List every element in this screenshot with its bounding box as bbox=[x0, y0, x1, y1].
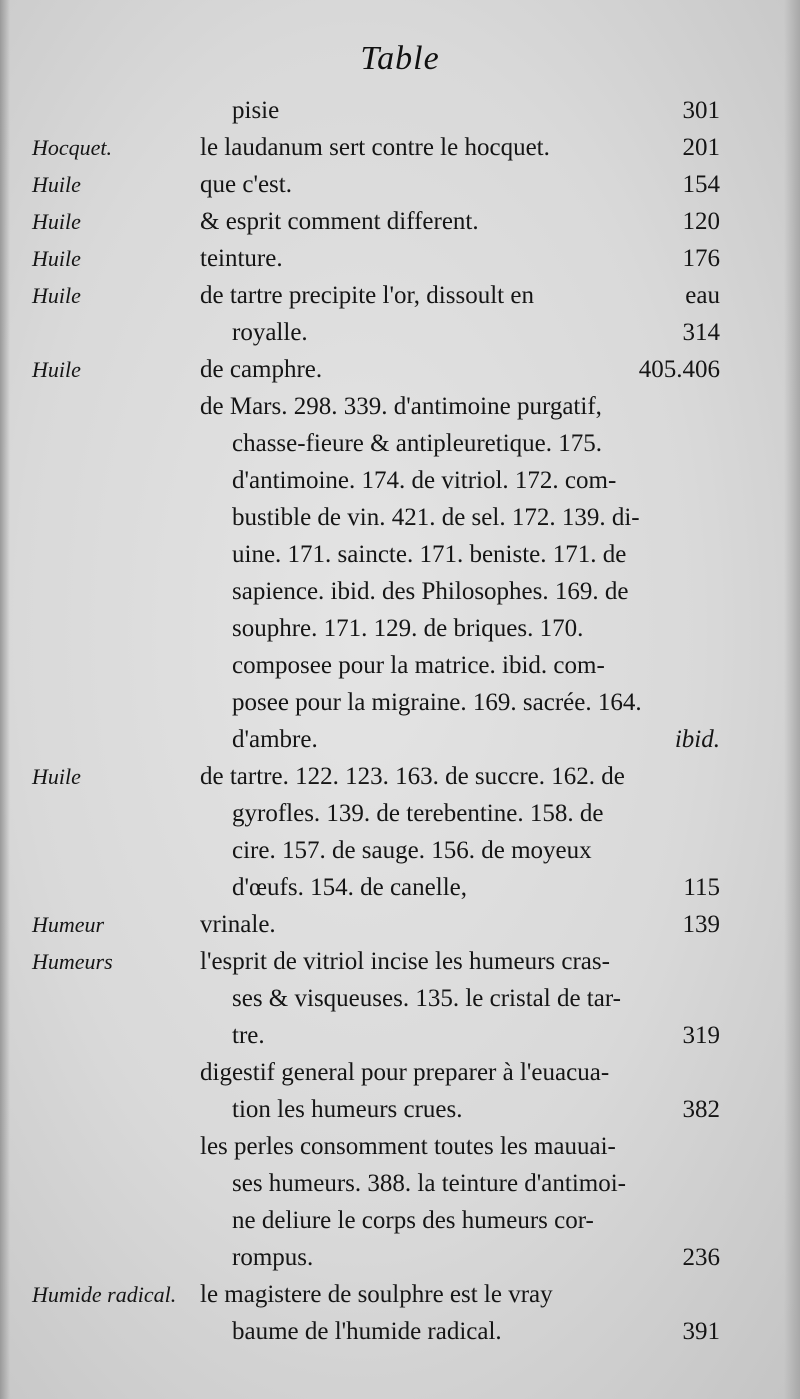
index-entry bbox=[0, 129, 800, 166]
entry-keyword: Huile bbox=[32, 764, 81, 789]
entry-line bbox=[200, 203, 720, 240]
entry-keyword: Humide radical. bbox=[32, 1282, 177, 1307]
page-reference: 154 bbox=[682, 171, 720, 198]
entry-text: uine. 171. saincte. 171. beniste. 171. de bbox=[232, 541, 627, 568]
index-entry bbox=[0, 388, 800, 758]
entry-line bbox=[200, 758, 720, 795]
entry-body bbox=[200, 906, 720, 943]
entry-text: les perles consomment toutes les mauuai- bbox=[200, 1133, 616, 1160]
index-entry bbox=[0, 203, 800, 240]
page-reference: 236 bbox=[682, 1244, 720, 1271]
entry-keyword: Hocquet. bbox=[32, 135, 113, 160]
entry-text: d'œufs. 154. de canelle, bbox=[232, 874, 467, 901]
entry-text: pisie bbox=[232, 97, 280, 124]
entry-line bbox=[200, 1165, 720, 1202]
index-entry bbox=[0, 758, 800, 906]
page-reference: eau bbox=[685, 282, 720, 309]
page-reference: 391 bbox=[682, 1318, 720, 1345]
entry-body bbox=[200, 240, 720, 277]
entry-body bbox=[200, 129, 720, 166]
entry-text: ses & visqueuses. 135. le cristal de tar- bbox=[232, 985, 621, 1012]
entry-line bbox=[200, 795, 720, 832]
entry-line bbox=[200, 573, 720, 610]
entry-text: teinture. bbox=[200, 245, 283, 272]
entry-body bbox=[200, 351, 720, 388]
page-reference: 405.406 bbox=[638, 356, 720, 383]
entry-text: ne deliure le corps des humeurs cor- bbox=[232, 1207, 594, 1234]
entry-line bbox=[200, 1313, 720, 1350]
entry-keyword: Huile bbox=[32, 246, 81, 271]
entry-text: que c'est. bbox=[200, 171, 292, 198]
entry-text: posee pour la migraine. 169. sacrée. 164. bbox=[232, 689, 642, 716]
entry-text: tre. bbox=[232, 1022, 265, 1049]
entry-text: de camphre. bbox=[200, 356, 323, 383]
index-entry bbox=[0, 166, 800, 203]
entry-line bbox=[200, 869, 720, 906]
entry-text: chasse-fieure & antipleuretique. 175. bbox=[232, 430, 602, 457]
entry-body bbox=[200, 203, 720, 240]
entry-text: composee pour la matrice. ibid. com- bbox=[232, 652, 605, 679]
entry-line bbox=[200, 425, 720, 462]
entry-text: vrinale. bbox=[200, 911, 276, 938]
entry-keyword: Humeurs bbox=[32, 949, 113, 974]
entry-keyword: Huile bbox=[32, 172, 81, 197]
entry-body bbox=[200, 758, 720, 906]
entry-text: d'ambre. bbox=[232, 726, 318, 753]
index-entry bbox=[0, 277, 800, 351]
entry-line bbox=[200, 240, 720, 277]
page-reference: 301 bbox=[682, 97, 720, 124]
entry-text: de Mars. 298. 339. d'antimoine purgatif, bbox=[200, 393, 602, 420]
entry-line bbox=[200, 721, 720, 758]
entry-line bbox=[200, 980, 720, 1017]
entry-keyword: Huile bbox=[32, 283, 81, 308]
entry-line bbox=[200, 1276, 720, 1313]
entry-line bbox=[200, 499, 720, 536]
entry-text: le laudanum sert contre le hocquet. bbox=[200, 134, 550, 161]
entry-line bbox=[200, 1017, 720, 1054]
entry-text: tion les humeurs crues. bbox=[232, 1096, 463, 1123]
entry-line bbox=[200, 684, 720, 721]
entry-body bbox=[200, 92, 720, 129]
entry-text: ses humeurs. 388. la teinture d'antimoi- bbox=[232, 1170, 627, 1197]
entry-line bbox=[200, 1202, 720, 1239]
index-entry bbox=[0, 906, 800, 943]
entry-body bbox=[200, 1276, 720, 1350]
entry-body bbox=[200, 166, 720, 203]
entry-text: le magistere de soulphre est le vray bbox=[200, 1281, 553, 1308]
entry-line bbox=[200, 536, 720, 573]
entry-keyword: Huile bbox=[32, 209, 81, 234]
entry-line bbox=[200, 943, 720, 980]
index-entry bbox=[0, 351, 800, 388]
entry-line bbox=[200, 388, 720, 425]
entry-line bbox=[200, 832, 720, 869]
page-reference: 319 bbox=[682, 1022, 720, 1049]
page-reference: 115 bbox=[683, 874, 720, 901]
entry-text: baume de l'humide radical. bbox=[232, 1318, 502, 1345]
page-reference: 139 bbox=[682, 911, 720, 938]
entry-keyword: Humeur bbox=[32, 912, 105, 937]
index-entries bbox=[0, 92, 800, 1350]
page-reference: 120 bbox=[682, 208, 720, 235]
entry-text: bustible de vin. 421. de sel. 172. 139. di- bbox=[232, 504, 640, 531]
entry-line bbox=[200, 277, 720, 314]
entry-text: souphre. 171. 129. de briques. 170. bbox=[232, 615, 584, 642]
entry-body bbox=[200, 388, 720, 758]
entry-text: digestif general pour preparer à l'euacua- bbox=[200, 1059, 610, 1086]
entry-line bbox=[200, 314, 720, 351]
entry-line bbox=[200, 1128, 720, 1165]
entry-line bbox=[200, 610, 720, 647]
page-reference: 176 bbox=[682, 245, 720, 272]
page-header: Table bbox=[360, 40, 440, 77]
entry-line bbox=[200, 351, 720, 388]
entry-body bbox=[200, 943, 720, 1276]
index-entry bbox=[0, 92, 800, 129]
entry-text: de tartre precipite l'or, dissoult en bbox=[200, 282, 534, 309]
index-entry bbox=[0, 943, 800, 1276]
entry-text: & esprit comment different. bbox=[200, 208, 479, 235]
index-entry bbox=[0, 1276, 800, 1350]
entry-text: royalle. bbox=[232, 319, 308, 346]
entry-line bbox=[200, 906, 720, 943]
page-reference: 382 bbox=[682, 1096, 720, 1123]
entry-line bbox=[200, 1239, 720, 1276]
entry-text: l'esprit de vitriol incise les humeurs cras- bbox=[200, 948, 610, 975]
entry-line bbox=[200, 129, 720, 166]
entry-line bbox=[200, 1054, 720, 1091]
entry-text: de tartre. 122. 123. 163. de succre. 162. de bbox=[200, 763, 625, 790]
entry-body bbox=[200, 277, 720, 351]
entry-line bbox=[200, 1091, 720, 1128]
index-entry bbox=[0, 240, 800, 277]
entry-line bbox=[200, 166, 720, 203]
entry-line bbox=[200, 462, 720, 499]
entry-line bbox=[200, 647, 720, 684]
entry-text: gyrofles. 139. de terebentine. 158. de bbox=[232, 800, 604, 827]
entry-line bbox=[200, 92, 720, 129]
entry-keyword: Huile bbox=[32, 357, 81, 382]
entry-text: d'antimoine. 174. de vitriol. 172. com- bbox=[232, 467, 617, 494]
page-reference: ibid. bbox=[674, 726, 720, 753]
entry-text: sapience. ibid. des Philosophes. 169. de bbox=[232, 578, 629, 605]
entry-text: cire. 157. de sauge. 156. de moyeux bbox=[232, 837, 592, 864]
page-reference: 201 bbox=[682, 134, 720, 161]
page-reference: 314 bbox=[682, 319, 720, 346]
entry-text: rompus. bbox=[232, 1244, 314, 1271]
